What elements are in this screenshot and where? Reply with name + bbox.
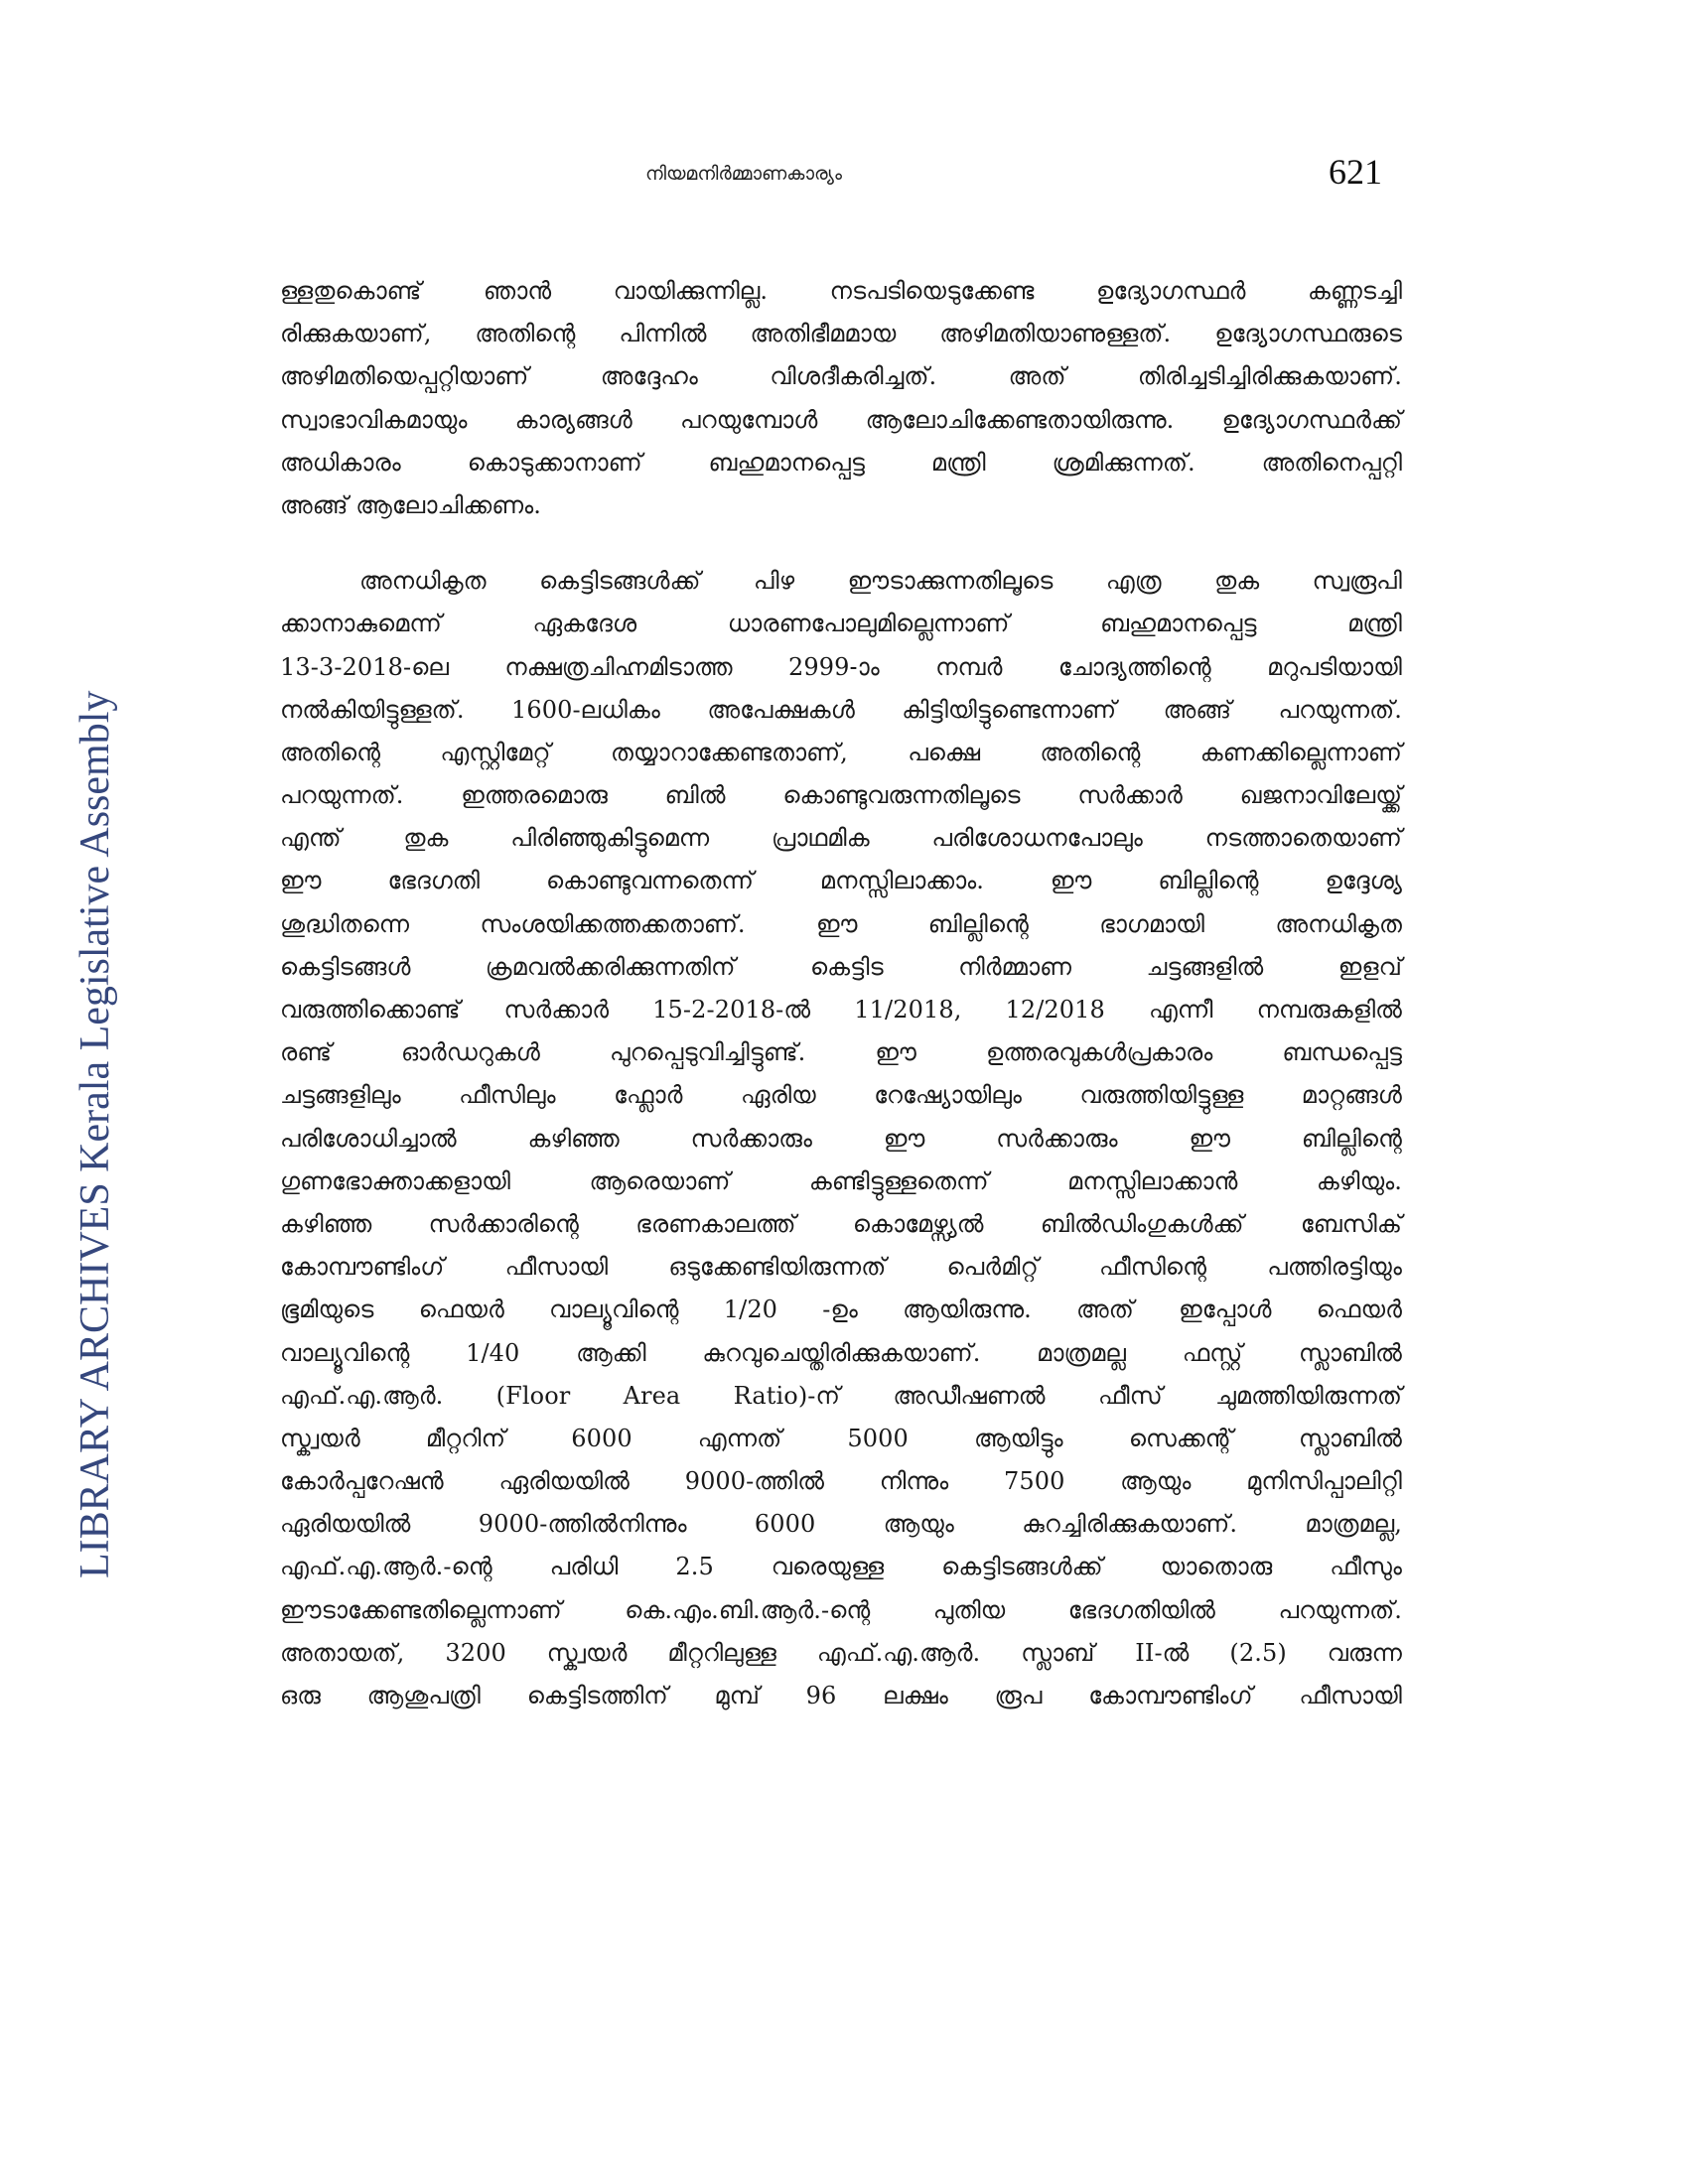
paragraph-2 <box>280 560 1402 1717</box>
text-line: എഫ്.എ.ആർ. (Floor Area Ratio)-ന് അഡീഷണൽ ഫീസ് ചുമത്തിയിരുന്നത് <box>280 1381 1402 1410</box>
text-line: ചട്ടങ്ങളിലും ഫീസിലും ഫ്ലോർ ഏരിയ റേഷ്യോയിലും വരുത്തിയിട്ടുള്ള മാറ്റങ്ങൾ <box>280 1081 1402 1110</box>
text-line: 13-3-2018-ലെ നക്ഷത്രചിഹ്നമിടാത്ത 2999-ാം നമ്പർ ചോദ്യത്തിന്റെ മറുപടിയായി <box>280 652 1402 681</box>
text-line: എന്ത് തുക പിരിഞ്ഞുകിട്ടുമെന്ന പ്രാഥമിക പരിശോധനപോലും നടത്താതെയാണ് <box>280 824 1402 853</box>
text-line: പറയുന്നത്. ഇത്തരമൊരു ബിൽ കൊണ്ടുവരുന്നതിലൂടെ സർക്കാർ ഖജനാവിലേയ്ക്ക് <box>280 781 1402 810</box>
page-number: 621 <box>1329 152 1382 192</box>
text-line: കോർപ്പറേഷൻ ഏരിയയിൽ 9000-ത്തിൽ നിന്നും 7500 ആയും മുനിസിപ്പാലിറ്റി <box>280 1467 1402 1496</box>
text-line: വരുത്തിക്കൊണ്ട് സർക്കാർ 15-2-2018-ൽ 11/2018, 12/2018 എന്നീ നമ്പരുകളിൽ <box>280 996 1402 1024</box>
text-line: അനധികൃത കെട്ടിടങ്ങൾക്ക് പിഴ ഈടാക്കുന്നതിലൂടെ എത്ര തുക സ്വരൂപി <box>359 567 1402 596</box>
text-line: കെട്ടിടങ്ങൾ ക്രമവൽക്കരിക്കുന്നതിന് കെട്ടിട നിർമ്മാണ ചട്ടങ്ങളിൽ ഇളവ് <box>280 952 1402 981</box>
text-line: നൽകിയിട്ടുള്ളത്. 1600-ലധികം അപേക്ഷകൾ കിട്ടിയിട്ടുണ്ടെന്നാണ് അങ്ങ് പറയുന്നത്. <box>280 695 1402 724</box>
running-header <box>0 147 1688 206</box>
text-line: ഏരിയയിൽ 9000-ത്തിൽനിന്നും 6000 ആയും കുറച്ചിരിക്കുകയാണ്. മാത്രമല്ല, <box>280 1510 1402 1539</box>
text-line: കോമ്പൗണ്ടിംഗ് ഫീസായി ഒടുക്കേണ്ടിയിരുന്നത് പെർമിറ്റ് ഫീസിന്റെ പത്തിരട്ടിയും <box>280 1253 1402 1282</box>
text-line: സ്ക്വയർ മീറ്ററിന് 6000 എന്നത് 5000 ആയിട്ടും സെക്കന്റ് സ്ലാബിൽ <box>280 1424 1402 1452</box>
text-line: ഈ ഭേദഗതി കൊണ്ടുവന്നതെന്ന് മനസ്സിലാക്കാം. ഈ ബില്ലിന്റെ ഉദ്ദേശ്യ <box>280 867 1402 895</box>
text-line: പരിശോധിച്ചാൽ കഴിഞ്ഞ സർക്കാരും ഈ സർക്കാരും ഈ ബില്ലിന്റെ <box>280 1124 1402 1153</box>
text-line: വാല്യൂവിന്റെ 1/40 ആക്കി കുറവുചെയ്തിരിക്കുകയാണ്. മാത്രമല്ല ഫസ്റ്റ് സ്ലാബിൽ <box>280 1338 1402 1367</box>
text-line: അധികാരം കൊടുക്കാനാണ് ബഹുമാനപ്പെട്ട മന്ത്രി ശ്രമിക്കുന്നത്. അതിനെപ്പറ്റി <box>280 448 1402 477</box>
text-line: അഴിമതിയെപ്പറ്റിയാണ് അദ്ദേഹം വിശദീകരിച്ചത്. അത് തിരിച്ചടിച്ചിരിക്കുകയാണ്. <box>280 362 1402 391</box>
text-line: ഒരു ആശുപത്രി കെട്ടിടത്തിന് മുമ്പ് 96 ലക്ഷം രൂപ കോമ്പൗണ്ടിംഗ് ഫീസായി <box>280 1682 1402 1709</box>
text-line: ശുദ്ധിതന്നെ സംശയിക്കത്തക്കതാണ്. ഈ ബില്ലിന്റെ ഭാഗമായി അനധികൃത <box>280 909 1402 938</box>
body-text <box>280 270 1402 1717</box>
text-line: അതായത്, 3200 സ്ക്വയർ മീറ്ററിലുള്ള എഫ്.എ.ആർ. സ്ലാബ് II-ൽ (2.5) വരുന്ന <box>280 1638 1402 1667</box>
paragraph-gap <box>280 527 1402 560</box>
running-title: നിയമനിർമ്മാണകാര്യം <box>645 163 842 185</box>
text-line: രണ്ട് ഓർഡറുകൾ പുറപ്പെടുവിച്ചിട്ടുണ്ട്. ഈ ഉത്തരവുകൾപ്രകാരം ബന്ധപ്പെട്ട <box>280 1038 1402 1067</box>
text-line: എഫ്.എ.ആർ.-ന്റെ പരിധി 2.5 വരെയുള്ള കെട്ടിടങ്ങൾക്ക് യാതൊരു ഫീസും <box>280 1553 1402 1581</box>
text-line: ഭൂമിയുടെ ഫെയർ വാല്യൂവിന്റെ 1/20 -ഉം ആയിരുന്നു. അത് ഇപ്പോൾ ഫെയർ <box>280 1296 1402 1324</box>
text-line: അതിന്റെ എസ്റ്റിമേറ്റ് തയ്യാറാക്കേണ്ടതാണ്, പക്ഷെ അതിന്റെ കണക്കില്ലെന്നാണ് <box>280 738 1402 766</box>
archive-watermark: LIBRARY ARCHIVES Kerala Legislative Assembly <box>72 690 118 1578</box>
text-line: കഴിഞ്ഞ സർക്കാരിന്റെ ഭരണകാലത്ത് കൊമേഴ്സ്യൽ ബിൽഡിംഗുകൾക്ക് ബേസിക് <box>280 1209 1402 1238</box>
text-line: ള്ളതുകൊണ്ട് ഞാൻ വായിക്കുന്നില്ല. നടപടിയെടുക്കേണ്ട ഉദ്യോഗസ്ഥർ കണ്ണടച്ചി <box>280 277 1402 305</box>
text-line: ഗുണഭോക്താക്കളായി ആരെയാണ് കണ്ടിട്ടുള്ളതെന്ന് മനസ്സിലാക്കാൻ കഴിയും. <box>280 1166 1402 1195</box>
text-line: സ്വാഭാവികമായും കാര്യങ്ങൾ പറയുമ്പോൾ ആലോചിക്കേണ്ടതായിരുന്നു. ഉദ്യോഗസ്ഥർക്ക് <box>280 405 1402 434</box>
paragraph-1 <box>280 270 1402 527</box>
text-line: അങ്ങ് ആലോചിക്കണം. <box>280 490 541 519</box>
text-line: രിക്കുകയാണ്, അതിന്റെ പിന്നിൽ അതിഭീമമായ അഴിമതിയാണുള്ളത്. ഉദ്യോഗസ്ഥരുടെ <box>280 320 1402 348</box>
text-line: ക്കാനാകുമെന്ന് ഏകദേശ ധാരണപോലുമില്ലെന്നാണ് ബഹുമാനപ്പെട്ട മന്ത്രി <box>280 610 1402 638</box>
text-line: ഈടാക്കേണ്ടതില്ലെന്നാണ് കെ.എം.ബി.ആർ.-ന്റെ പുതിയ ഭേദഗതിയിൽ പറയുന്നത്. <box>280 1595 1402 1624</box>
